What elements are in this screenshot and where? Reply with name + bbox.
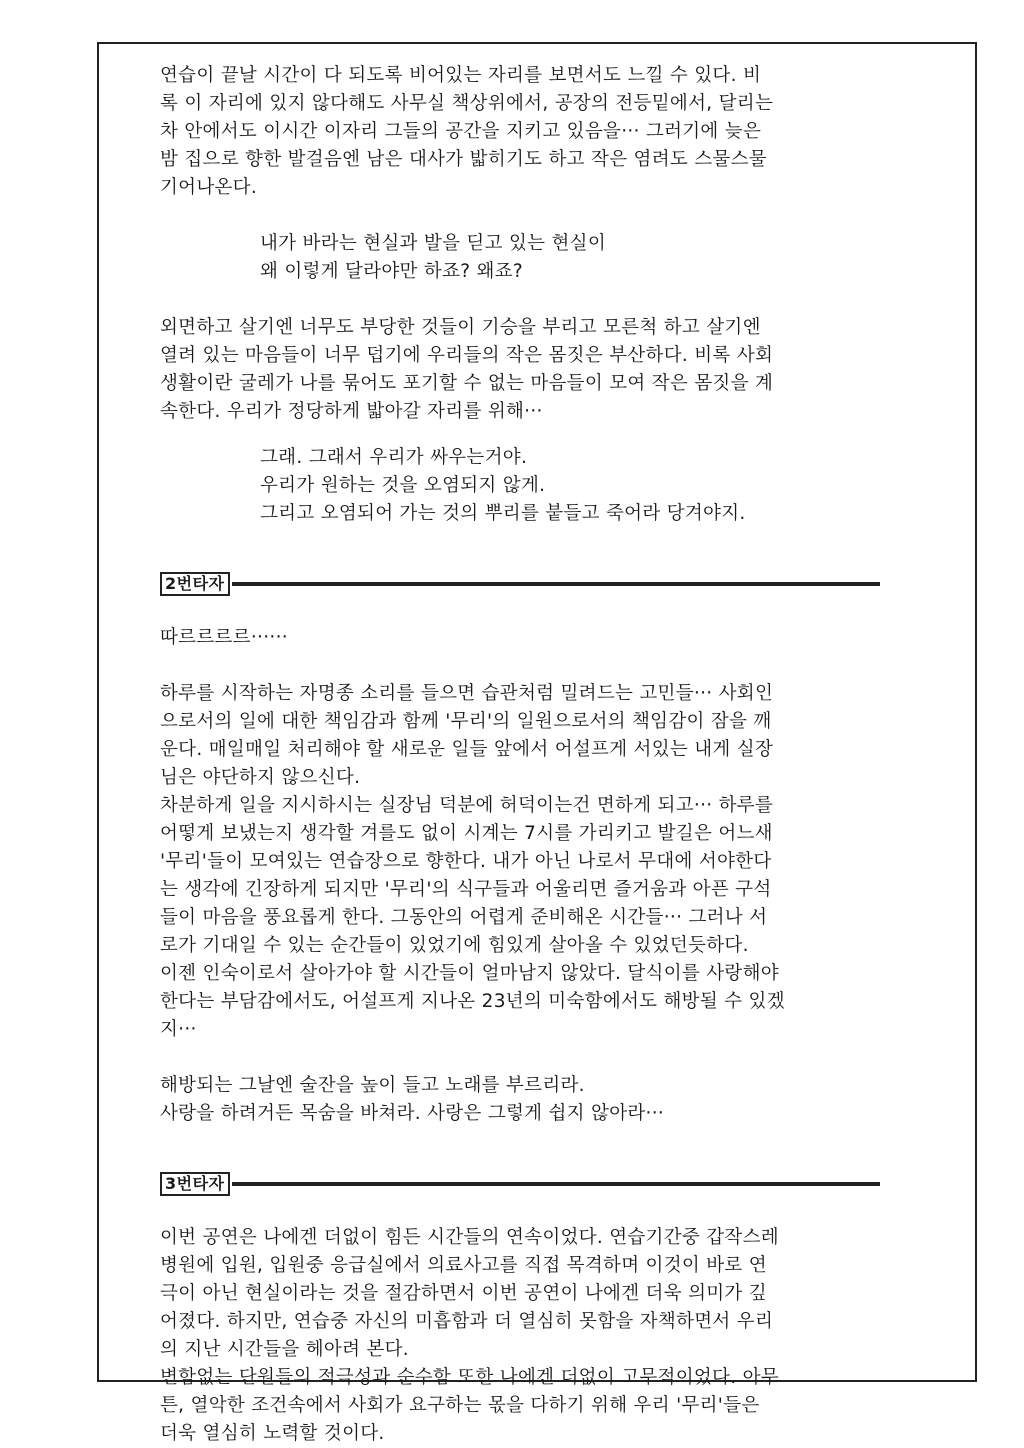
text-line: 하루를 시작하는 자명종 소리를 들으면 습관처럼 밀려드는 고민들··· 사회인 — [160, 683, 774, 704]
text-line: 이젠 인숙이로서 살아가야 할 시간들이 얼마남지 않았다. 달식이를 사랑해야 — [160, 963, 779, 984]
section-2-label: 2번타자 — [160, 572, 230, 596]
text-line: 사랑을 하려거든 목숨을 바쳐라. 사랑은 그렇게 쉽지 않아라··· — [160, 1103, 665, 1124]
text-line: 밤 집으로 향한 발걸음엔 남은 대사가 밟히기도 하고 작은 염려도 스물스물 — [160, 149, 767, 170]
text-line: 한다는 부담감에서도, 어설프게 지나온 23년의 미숙함에서도 해방될 수 있겠 — [160, 991, 785, 1012]
intro-quote-1 — [260, 230, 890, 286]
text-line: 튼, 열악한 조건속에서 사회가 요구하는 몫을 다하기 위해 우리 '무리'들은 — [160, 1395, 760, 1416]
text-line: 이번 공연은 나에겐 더없이 힘든 시간들의 연속이었다. 연습기간중 갑작스레 — [160, 1227, 779, 1248]
quote-line: 왜 이렇게 달라야만 하죠? 왜죠? — [260, 261, 524, 282]
text-line: 어떻게 보냈는지 생각할 겨를도 없이 시계는 7시를 가리키고 발길은 어느새 — [160, 823, 773, 844]
section-3-header — [160, 1172, 880, 1196]
section-2-paragraph-1 — [160, 680, 890, 1044]
section-2-paragraph-2 — [160, 1072, 890, 1128]
text-line: 생활이란 굴레가 나를 묶어도 포기할 수 없는 마음들이 모여 작은 몸짓을 계 — [160, 373, 774, 394]
quote-line: 그리고 오염되어 가는 것의 뿌리를 붙들고 죽어라 당겨야지. — [260, 503, 746, 524]
text-line: 속한다. 우리가 정당하게 밟아갈 자리를 위해··· — [160, 401, 543, 422]
quote-line: 내가 바라는 현실과 발을 딛고 있는 현실이 — [260, 233, 606, 254]
text-line: 들이 마음을 풍요롭게 한다. 그동안의 어렵게 준비해온 시간들··· 그러나 서 — [160, 907, 768, 928]
text-line: 차 안에서도 이시간 이자리 그들의 공간을 지키고 있음을··· 그러기에 늦은 — [160, 121, 762, 142]
section-divider — [232, 1182, 880, 1186]
document-body — [160, 62, 890, 1448]
text-line: 의 지난 시간들을 헤아려 본다. — [160, 1339, 409, 1360]
text-line: 으로서의 일에 대한 책임감과 함께 '무리'의 일원으로서의 책임감이 잠을 깨 — [160, 711, 772, 732]
text-line: 님은 야단하지 않으신다. — [160, 767, 361, 788]
text-line: 연습이 끝날 시간이 다 되도록 비어있는 자리를 보면서도 느낄 수 있다. 비 — [160, 65, 762, 86]
text-line: '무리'들이 모여있는 연습장으로 향한다. 내가 아닌 나로서 무대에 서야한다 — [160, 851, 772, 872]
text-line: 외면하고 살기엔 너무도 부당한 것들이 기승을 부리고 모른척 하고 살기엔 — [160, 317, 761, 338]
text-line: 기어나온다. — [160, 177, 258, 198]
section-2-opening — [160, 624, 890, 652]
quote-line: 그래. 그래서 우리가 싸우는거야. — [260, 447, 528, 468]
section-2-header — [160, 572, 880, 596]
text-line: 로가 기대일 수 있는 순간들이 있었기에 힘있게 살아올 수 있었던듯하다. — [160, 935, 749, 956]
intro-paragraph-1 — [160, 62, 890, 202]
text-line: 운다. 매일매일 처리해야 할 새로운 일들 앞에서 어설프게 서있는 내게 실장 — [160, 739, 774, 760]
text-line: 록 이 자리에 있지 않다해도 사무실 책상위에서, 공장의 전등밑에서, 달리는 — [160, 93, 774, 114]
quote-line: 우리가 원하는 것을 오염되지 않게. — [260, 475, 546, 496]
text-line: 병원에 입원, 입원중 응급실에서 의료사고를 직접 목격하며 이것이 바로 연 — [160, 1255, 767, 1276]
section-3-label: 3번타자 — [160, 1172, 230, 1196]
text-line: 극이 아닌 현실이라는 것을 절감하면서 이번 공연이 나에겐 더욱 의미가 깊 — [160, 1283, 767, 1304]
text-line: 더욱 열심히 노력할 것이다. — [160, 1423, 385, 1444]
text-line: 변함없는 단원들의 적극성과 순수함 또한 나에겐 더없이 고무적이었다. 아무 — [160, 1367, 779, 1388]
text-line: 차분하게 일을 지시하시는 실장님 덕분에 허덕이는건 면하게 되고··· 하루를 — [160, 795, 774, 816]
section-divider — [232, 582, 880, 586]
section-3-paragraph-1 — [160, 1224, 890, 1448]
text-line: 해방되는 그날엔 술잔을 높이 들고 노래를 부르리라. — [160, 1075, 585, 1096]
text-line: 지··· — [160, 1019, 197, 1040]
text-line: 는 생각에 긴장하게 되지만 '무리'의 식구들과 어울리면 즐거움과 아픈 구석 — [160, 879, 772, 900]
text-line: 어졌다. 하지만, 연습중 자신의 미흡함과 더 열심히 못함을 자책하면서 우리 — [160, 1311, 774, 1332]
intro-paragraph-2 — [160, 314, 890, 426]
intro-quote-2 — [260, 444, 890, 528]
text-line: 열려 있는 마음들이 너무 덥기에 우리들의 작은 몸짓은 부산하다. 비록 사회 — [160, 345, 774, 366]
text-line: 따르르르르······ — [160, 627, 288, 648]
